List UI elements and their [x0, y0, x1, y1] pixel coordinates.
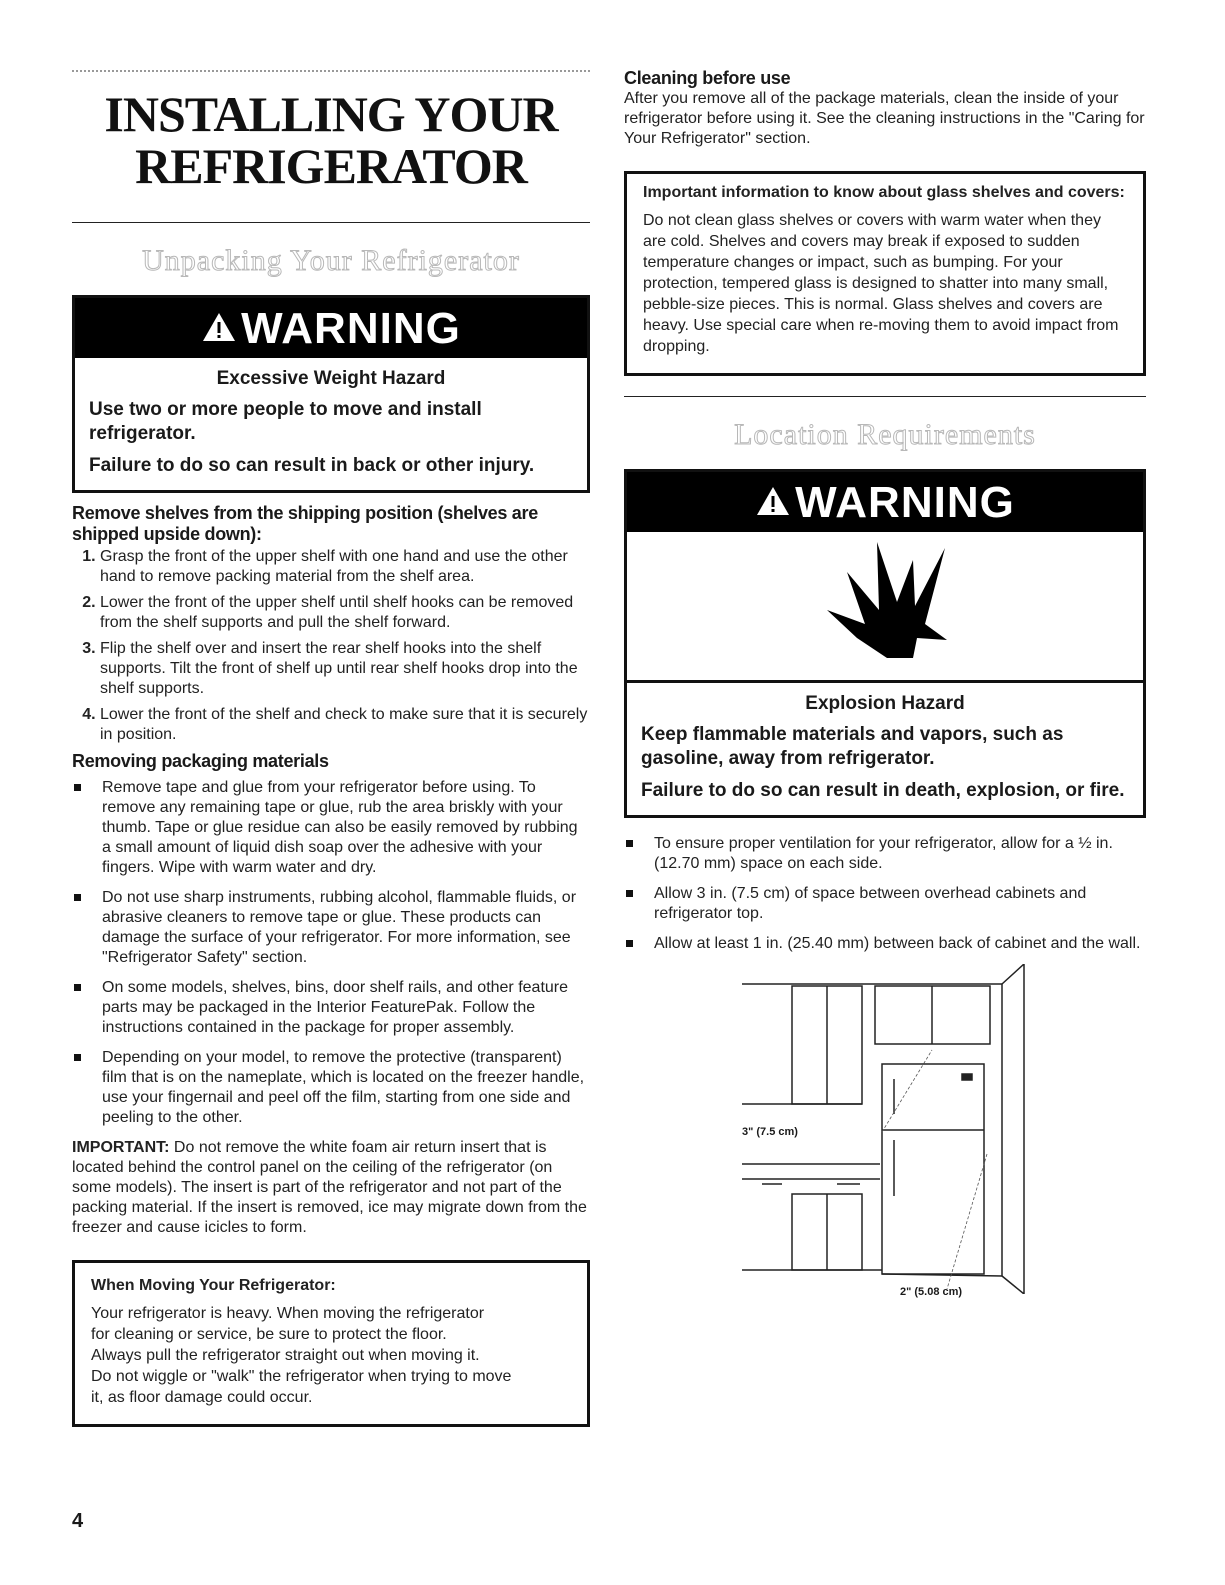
- page-title-line1: INSTALLING YOUR: [104, 86, 558, 142]
- hazard-title: Excessive Weight Hazard: [216, 368, 446, 389]
- hazard-instruction: Use two or more people to move and install refrigerator.: [89, 399, 482, 444]
- warning-header: [75, 298, 587, 358]
- packaging-heading: Removing packaging materials: [72, 751, 329, 771]
- glass-box-text: Do not clean glass shelves or covers with warm water when they are cold. Shelves and covers may break if exposed to sudden temperature changes or impact, such as bumping. For your protection, tempered glass is designed to shatter into many small, pebble-size pieces. This is normal. Glass shelves and covers are heavy. Use special care when re-moving them to avoid impact from dropping.: [643, 212, 1119, 355]
- important-note: [72, 1138, 590, 1238]
- warning-triangle-icon: [755, 472, 791, 534]
- list-item: Allow 3 in. (7.5 cm) of space between overhead cabinets and refrigerator top.: [624, 884, 1146, 924]
- moving-box-line: Always pull the refrigerator straight out when moving it.: [91, 1347, 480, 1364]
- warning-header: [627, 472, 1143, 532]
- warning-label: WARNING: [795, 478, 1015, 527]
- page-number: 4: [72, 1510, 84, 1532]
- hazard-instruction: Keep flammable materials and vapors, such as gasoline, away from refrigerator.: [641, 724, 1064, 769]
- hazard-consequence: Failure to do so can result in death, explosion, or fire.: [641, 780, 1125, 801]
- explosion-symbol-panel: [627, 532, 1143, 683]
- side-clearance-label: 2" (5.08 cm): [900, 1286, 963, 1298]
- list-item: On some models, shelves, bins, door shelf rails, and other feature parts may be packaged in the Interior FeaturePak. Follow the instructions contained in the package for proper assembly.: [72, 978, 590, 1038]
- moving-info-box: [72, 1260, 590, 1427]
- page-title-line2: REFRIGERATOR: [135, 138, 527, 194]
- location-list: [624, 834, 1146, 954]
- left-column: [72, 70, 590, 1427]
- hazard-title: Explosion Hazard: [805, 693, 965, 714]
- shelves-heading: Remove shelves from the shipping position (shelves are shipped upside down):: [72, 503, 538, 544]
- warning-label: WARNING: [241, 304, 461, 353]
- list-item: Allow at least 1 in. (25.40 mm) between back of cabinet and the wall.: [624, 934, 1146, 954]
- important-text: Do not remove the white foam air return insert that is located behind the control panel on the ceiling of the refrigerator (on some models). The insert is part of the refrigerator and not part of the packing material. If the insert is removed, ice may migrate down from the freezer and cause icicles to form.: [72, 1139, 587, 1236]
- moving-box-line: Do not wiggle or "walk" the refrigerator when trying to move: [91, 1368, 512, 1385]
- moving-box-title: When Moving Your Refrigerator:: [91, 1277, 336, 1294]
- moving-box-line: it, as floor damage could occur.: [91, 1389, 313, 1406]
- hazard-consequence: Failure to do so can result in back or other injury.: [89, 455, 535, 476]
- list-item: To ensure proper ventilation for your refrigerator, allow for a ½ in. (12.70 mm) space on each side.: [624, 834, 1146, 874]
- section-title-unpacking: Unpacking Your Refrigerator: [142, 244, 520, 277]
- warning-triangle-icon: [201, 298, 237, 360]
- top-dotted-rule: [72, 70, 590, 72]
- moving-box-line: for cleaning or service, be sure to protect the floor.: [91, 1326, 447, 1343]
- moving-box-line: Your refrigerator is heavy. When moving the refrigerator: [91, 1305, 485, 1322]
- glass-info-box: [624, 171, 1146, 376]
- list-item: 4. Lower the front of the shelf and check to make sure that it is securely in position.: [100, 705, 590, 745]
- list-item: 3. Flip the shelf over and insert the rear shelf hooks into the shelf supports. Tilt the front of shelf up until rear shelf hooks drop into the shelf supports.: [100, 639, 590, 699]
- important-label: IMPORTANT:: [72, 1139, 170, 1156]
- packaging-list: [72, 778, 590, 1128]
- glass-box-title: Important information to know about glass shelves and covers:: [643, 184, 1125, 201]
- divider: [72, 222, 590, 223]
- list-item: 2. Lower the front of the upper shelf until shelf hooks can be removed from the shelf supports and pull the shelf forward.: [100, 593, 590, 633]
- clearance-diagram: [732, 964, 1032, 1298]
- page-title: [72, 88, 590, 192]
- section-title-location: Location Requirements: [734, 418, 1036, 451]
- list-item: 1. Grasp the front of the upper shelf with one hand and use the other hand to remove packing material from the shelf area.: [100, 547, 590, 587]
- list-item: Depending on your model, to remove the protective (transparent) film that is on the nameplate, which is located on the freezer handle, use your fingernail and peel off the film, starting from one side and peeling to the other.: [72, 1048, 590, 1128]
- list-item: Do not use sharp instruments, rubbing alcohol, flammable fluids, or abrasive cleaners to remove tape or glue. These products can damage the surface of your refrigerator. For more information, see "Refrigerator Safety" section.: [72, 888, 590, 968]
- weight-warning-box: [72, 295, 590, 493]
- cleaning-text: After you remove all of the package materials, clean the inside of your refrigerator before using it. See the cleaning instructions in the "Caring for Your Refrigerator" section.: [624, 90, 1145, 147]
- divider: [624, 396, 1146, 397]
- explosion-icon: [817, 540, 957, 670]
- shelves-steps-list: [72, 547, 590, 745]
- list-item: Remove tape and glue from your refrigerator before using. To remove any remaining tape or glue, rub the area briskly with your thumb. Tape or glue residue can also be easily removed by rubbing a small amount of liquid dish soap over the adhesive with your fingers. Wipe with warm water and dry.: [72, 778, 590, 878]
- explosion-warning-box: [624, 469, 1146, 818]
- cleaning-heading: Cleaning before use: [624, 68, 791, 88]
- top-clearance-label: 3" (7.5 cm): [742, 1126, 798, 1138]
- right-column: [624, 68, 1146, 1298]
